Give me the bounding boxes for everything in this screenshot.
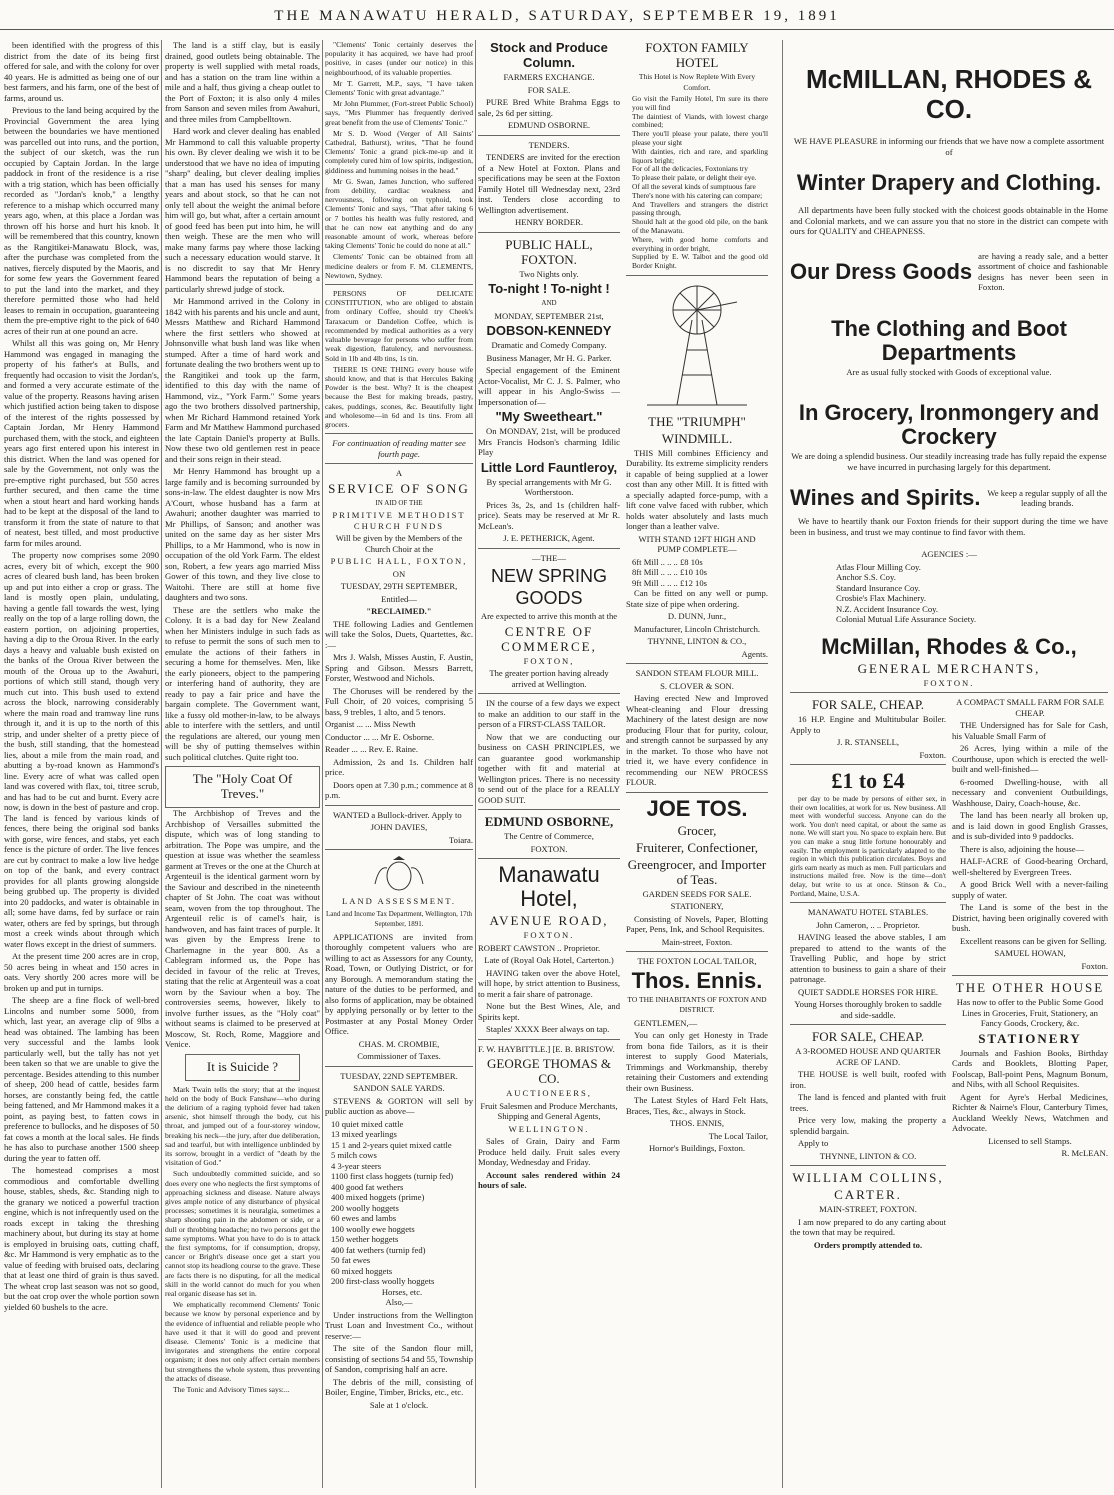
land-sig: CHAS. M. CROMBIE,	[358, 1038, 440, 1049]
ayre-body: Agent for Ayre's Herbal Medicines, Richter & Nairne's Flour, Canterbury Times, Auckland Weekly News, Watchmen and Advocate.	[952, 1091, 1108, 1133]
house-title: A 3-ROOMED HOUSE AND QUARTER ACRE OF LAND.	[795, 1046, 941, 1067]
wanted-ad: WANTED a Bullock-driver. Apply to	[333, 809, 462, 820]
house-apply: Apply to	[798, 1138, 829, 1149]
dress-title: Our Dress Goods	[790, 258, 973, 284]
masthead: THE MANAWATU HERALD, SATURDAY, SEPTEMBER 19, 1891	[0, 8, 1114, 30]
poem-line: Should halt at the good old pile, on the bank of the Manawatu.	[632, 217, 768, 235]
column-4-right	[626, 40, 768, 1193]
hotel-proprietor: ROBERT CAWSTON .. Proprietor.	[478, 942, 601, 953]
farm-sig: SAMUEL HOWAN,	[994, 948, 1066, 958]
mclean-sig: R. McLEAN.	[1061, 1148, 1108, 1158]
divider	[478, 135, 620, 136]
agency-list	[790, 562, 1108, 625]
poem-line: Go visit the Family Hotel, I'm sure its there you will find	[632, 94, 768, 112]
suicide-heading-box	[185, 1054, 300, 1081]
mcmillan-sig: McMillan, Rhodes & Co.,	[821, 633, 1077, 659]
song-date: TUESDAY, 29TH SEPTEMBER,	[340, 581, 458, 592]
list-item: 13 mixed yearlings	[331, 1129, 397, 1140]
service-of-song-title: SERVICE OF SONG	[328, 480, 470, 496]
for-sale-cheap-2: FOR SALE, CHEAP.	[812, 1029, 924, 1045]
hall-monday: MONDAY, SEPTEMBER 21st,	[494, 310, 604, 321]
agency-item: Anchor S.S. Coy.	[836, 572, 896, 582]
farm-body: THE Undersigned has for Sale for Cash, his Valuable Small Farm of	[952, 720, 1108, 741]
suicide-heading: It is Suicide ?	[206, 1058, 279, 1074]
local-tailor-title: THE FOXTON LOCAL TAILOR,	[637, 956, 757, 967]
column-5-left	[790, 697, 946, 1252]
article-paragraph: Hard work and clever dealing has enabled Mr Hammond to call this valuable property his own. By clever dealing we wish it to be understood that we have no idea of imputing "sharp" dealing, but clever dealing implies that a man has used his senses for many years and about stock, so that he can not only tell about the weight the animal before him will go, but what, after a certain amount of good feed has been put into him, he will then weigh. These are the men who will make many farms pay where those lacking such a necessary education would starve. It is no discredit to say that Mr Henry Hammond bears the reputation of being a particularly shrewd judge of stock.	[165, 126, 320, 294]
poem-line: There you'll please your palate, there you'll please your sight	[632, 129, 768, 147]
osborne-sub: The Centre of Commerce,	[504, 831, 594, 841]
list-item: 15 1 and 2-years quiet mixed cattle	[331, 1139, 452, 1150]
tenders-sig: HENRY BORDER.	[515, 217, 583, 227]
joe-trade: Grocer,	[677, 822, 717, 838]
poem-line: There's none with his catering can compare;	[632, 190, 763, 200]
song-conductor: Conductor ... ... Mr E. Osborne.	[325, 731, 435, 742]
stansell-place: Foxton.	[919, 749, 946, 760]
spring-portion: The greater portion having already arrived at Wellington.	[489, 668, 609, 689]
farm-title: A COMPACT SMALL FARM FOR SALE CHEAP.	[956, 697, 1104, 718]
mcmillan-intro: WE HAVE PLEASURE in informing our friends that we have now a complete assortment of	[793, 136, 1105, 157]
divider	[790, 1165, 946, 1166]
article-paragraph: The land is a stiff clay, but is easily drained, good outlets being obtainable. The property is well supplied with metal roads, and has a station on the tram line within a mile and a half, thus giving a cheap outlet to the Port of Foxton; it is also only 4 miles from Sanson and seven miles from Awahuri, and three miles from Campbelltown.	[165, 40, 320, 124]
list-item: 400 good fat wethers	[331, 1181, 404, 1192]
divider	[325, 433, 473, 434]
list-item: 10 quiet mixed cattle	[331, 1118, 404, 1129]
divider	[626, 663, 768, 664]
stock-list	[325, 1119, 473, 1298]
clover-body: Having erected New and Improved Wheat-cleaning and Flour dressing Machinery of the latest design are now producing Flour that for purity, colour, and strength cannot be surpassed by any in the market. To those who have not tried it, we have every confidence in recommending our NEW PROCESS FLOUR.	[626, 693, 768, 788]
hotel-beer: Staples' XXXX Beer always on tap.	[486, 1024, 610, 1034]
joe-tos-title: JOE TOS.	[646, 795, 748, 821]
windmill-icon	[637, 280, 757, 410]
song-reader: Reader ... ... Rev. E. Raine.	[325, 744, 418, 755]
osborne-place: FOXTON.	[530, 843, 568, 854]
ennis-title: Thos. Ennis.	[631, 967, 763, 993]
wines-text: We keep a regular supply of all the leading brands.	[987, 487, 1108, 508]
ennis-to: TO THE INHABITANTS OF FOXTON AND DISTRICT.	[627, 994, 767, 1015]
agencies-title: AGENCIES :—	[921, 549, 977, 559]
grocery-body: We are doing a splendid business. Our steadily increasing trade has fully repaid the expense we have incurred in purchasing largely for this department.	[791, 451, 1107, 472]
quiet-horses: QUIET SADDLE HORSES FOR HIRE.	[798, 986, 938, 997]
list-item: 100 woolly ewe hoggets	[331, 1223, 415, 1234]
price-row: 9ft Mill .. .. .. £12 10s	[632, 577, 707, 588]
divider	[478, 809, 620, 810]
article-paragraph: Previous to the land being acquired by the Provincial Government the area lying between the boundaries we have mentioned was parcelled out into runs, and the portion, the subject of our sketch, was the run occupied by Captain Jordan. In the large paddock in front of the residence is a rise with a trig station, which has been officially recorded as "Jordan's knob," a lengthy reference to a mishap which occurred many years ago, when, at this place a Jordan was thrown off his horse and hurt his knob. It will be remembered that this country, known as the Rangitikei-Manawatu Block, was, after the purchase was completed from the natives, fiercely disputed by the Maoris, and for some few years the Government feared to put the land into the market, and they therefore permitted those who had held leases to remain in occupation, guaranteeing them the pre-emptive right to the pick of 640 acres of their run at one pound an acre.	[4, 105, 159, 336]
divider	[478, 232, 620, 233]
list-item: 4 3-year steers	[331, 1160, 382, 1171]
list-item: 5 milch cows	[331, 1150, 377, 1161]
poem-line: With dainties, rich and rare, and sparkling liquors bright;	[632, 146, 768, 165]
house-land: The land is fenced and planted with fruit trees.	[790, 1092, 946, 1113]
stansell-name: J. R. STANSELL,	[836, 737, 900, 747]
house-body: THE HOUSE is well built, roofed with iron.	[790, 1069, 946, 1090]
divider	[478, 548, 620, 549]
divider	[478, 693, 620, 694]
dress-row	[790, 251, 1108, 293]
hall-sweetheart: "My Sweetheart."	[495, 409, 603, 424]
poem-line: Of all the several kinds of sumptuous fare	[632, 181, 756, 191]
song-name: "RECLAIMED."	[366, 606, 432, 617]
stables-proprietor: John Cameron, .. .. Proprietor.	[816, 919, 920, 930]
stables-body: HAVING leased the above stables, I am prepared to attend to the wants of the Travelling Public, and hope by strict attention to business to gain a share of their patronage.	[790, 932, 946, 985]
poem-line: And Travellers and strangers the district passing through,	[632, 199, 768, 218]
winter-title: Winter Drapery and Clothing.	[796, 170, 1102, 195]
song-body: THE following Ladies and Gentlemen will take the Solos, Duets, Quartettes, &c. :—	[325, 618, 473, 650]
carter-title: CARTER.	[834, 1187, 902, 1203]
song-on: ON	[392, 568, 406, 579]
the-label: —THE—	[532, 552, 566, 563]
thomas-sales: Fruit Salesmen and Produce Merchants, Shipping and General Agents,	[480, 1100, 618, 1121]
brahma-ad: PURE Bred White Brahma Eggs to sale, 2s 6d per sitting.	[478, 97, 620, 118]
divider	[790, 902, 946, 903]
clothing-title: The Clothing and Boot Departments	[831, 315, 1067, 365]
journals-body: Journals and Fashion Books, Birthday Cards and Booklets, Blotting Paper, Foolscap, Ball-point Pens, Magnum Bonum, and Nibs, with all School Requisites.	[952, 1047, 1108, 1089]
hall-company: DOBSON-KENNEDY	[486, 323, 612, 338]
song-doors: Doors open at 7.30 p.m.; commence at 8 p.m.	[325, 779, 473, 801]
farm-place: Foxton.	[1081, 960, 1108, 971]
song-hall: PUBLIC HALL, FOXTON,	[330, 556, 468, 567]
divider	[325, 463, 473, 464]
ennis-sig: THOS. ENNIS,	[669, 1118, 725, 1129]
triumph-manu: Manufacturer, Lincoln Christchurch.	[633, 623, 761, 634]
hall-title: PUBLIC HALL, FOXTON.	[505, 236, 593, 267]
article-paragraph: At the present time 200 acres are in crop, 50 acres being in wheat and 150 acres in oats. Very shortly 200 acres more will be broken up and put in turnips.	[4, 951, 159, 993]
pound-body: per day to be made by persons of either sex, in their own localities, at work for us. New business. All meet with wonderful success. Anyone can do the work. You don't need capital, or about the same as none. We will start you. No space to explain here. But you can make a snug little fortune honourably and easily. The employment is particularly adapted to the region in which this publication circulates. Boys and girls earn nearly as much as men. Full particulars and instructions mailed free. Now is the time—don't delay, but write to us at once. Stinson & Co., Portland, Maine, U.S.A.	[790, 795, 946, 898]
sanson-date: TUESDAY, 22ND SEPTEMBER.	[340, 1070, 458, 1081]
song-church: PRIMITIVE METHODIST CHURCH FUNDS	[332, 510, 466, 531]
list-item: 400 fat wethers (turnip fed)	[331, 1244, 426, 1255]
song-entitled: Entitled—	[381, 593, 417, 604]
triumph-fit: Can be fitted on any well or pump. State size of pipe when ordering.	[626, 588, 768, 609]
triumph-ag: Agents.	[741, 648, 768, 659]
hall-play: Little Lord Fauntleroy,	[480, 459, 618, 475]
list-item: 60 ewes and lambs	[331, 1213, 397, 1224]
triumph-body: THIS Mill combines Efficiency and Durability. Its extreme simplicity renders it capable of being supplied at a lower cost than any other Mill. It is fitted with a specially adapted force-pump, with a lift cone valve faced with rubber, which holds water absolutely and lasts much longer than a leather valve.	[626, 447, 768, 532]
hotel-late: Late of (Royal Oak Hotel, Carterton.)	[484, 955, 614, 965]
column-4	[478, 40, 768, 1488]
divider	[790, 692, 1108, 693]
agency-item: Crosbie's Flax Machinery.	[836, 593, 927, 603]
farmers-exchange: FARMERS EXCHANGE.	[503, 72, 595, 82]
song-admission: Admission, 2s and 1s. Children half price.	[325, 756, 473, 778]
testimonial: "Clements' Tonic certainly deserves the popularity it has acquired, we have had proof positive, in cases (under our notice) in this neighbourhood, of its valuable properties.	[325, 40, 473, 77]
article-paragraph: Whilst all this was going on, Mr Henry Hammond was engaged in managing the property of his father's at Bulls, and frequently had occasion to visit the Jordan's, and formed a very accurate estimate of the value of the property. Reasons having arisen which justified action being taken to dispose of the interest of the rights possessed by Captain Jordan, Mr Henry Hammond purchased them, with the stock, and eighteen years ago first entered upon his interest in this district. When the land was opened for sale by the Government, not only was the pre-emptive right purchased, but 550 acres further secured, and then came the time when a stout heart and hard working hands had to be kept at the disposal of the land to transform it from the state of nature to that of neatest, best tilled, and most productive farm for miles around.	[4, 338, 159, 548]
article-paragraph: Mark Twain tells the story; that at the inquest held on the body of Buck Fanshaw—who during the delirium of a raging typhoid fever had taken arsenic, shot himself through the body, cut his throat, and jumped out of a four-storey window, breaking his neck—the jury, after due deliberation, sad and tearful, but with intelligence unblinded by its sorrow, brought in a verdict of "death by the visitation of God."	[165, 1084, 320, 1168]
poem-line: Supplied by E. W. Talbot and the good old Border Knight.	[632, 252, 768, 271]
clover-name: S. CLOVER & SON.	[660, 680, 734, 691]
spring-body: Are expected to arrive this month at the	[480, 611, 618, 621]
thomas-name: GEORGE THOMAS & CO.	[487, 1056, 611, 1086]
stationery-body: Consisting of Novels, Paper, Blotting Paper, Pens, Ink, and School Requisites.	[626, 913, 768, 935]
stables-title: MANAWATU HOTEL STABLES.	[807, 907, 929, 918]
column-2	[165, 40, 320, 1488]
price-row: 8ft Mill .. .. .. £10 10s	[632, 567, 707, 578]
main-street: Main-street, Foxton.	[661, 936, 733, 947]
price-list	[626, 557, 768, 589]
holy-coat-heading-box	[165, 766, 320, 808]
stamps-note: Licensed to sell Stamps.	[988, 1135, 1072, 1146]
collins-street: MAIN-STREET, FOXTON.	[819, 1204, 917, 1215]
family-hotel-sub: This Hotel is Now Replete With Every Comfort.	[638, 72, 756, 92]
hotel-wines: None but the Best Wines, Ale, and Spirits kept.	[478, 1001, 620, 1022]
triumph-dunn: D. DUNN, Junr.,	[667, 611, 727, 622]
poem-line: The daintiest of Viands, with lowest charge combined;	[632, 111, 768, 130]
article-paragraph: The Tonic and Advisory Times says:...	[173, 1385, 290, 1394]
hall-prices: Prices 3s, 2s, and 1s (children half-price). Seats may be reserved at Mr R. McLean's.	[478, 499, 620, 531]
column-5-right	[952, 697, 1108, 1252]
hall-monday2: On MONDAY, 21st, will be produced Mrs Francis Hodson's charming Idilic Play	[478, 426, 620, 457]
collins-orders: Orders promptly attended to.	[813, 1239, 923, 1250]
price-row: 6ft Mill .. .. .. £8 10s	[632, 556, 703, 567]
hall-and: AND	[541, 299, 557, 307]
spring-centre: CENTRE OF COMMERCE,	[501, 623, 597, 654]
hall-engagement: Special engagement of the Eminent Actor-Vocalist, Mr C. J. S. Palmer, who will appear in his Anglo-Swiss —Impersonation of—	[478, 365, 620, 407]
other-house-body: Has now to offer to the Public Some Good Lines in Groceries, Fruit, Stationery, an Fancy Goods, Crockery, &c.	[956, 997, 1104, 1028]
divider	[325, 849, 473, 850]
article-paragraph: The Archbishop of Treves and the Archbishop of Versailles submitted the dispute, which was of long standing to arbitration. The Pope was umpire, and the question at issue was whether the seamless garment at Treves or the one at the Church at Argenteuil is the identical garment worn by the Saviour and described in the nineteenth chapter of St John. The coat was without seam, woven from the top throughout. The Argenteuil relic is of camel's hair, is handwoven, and has faint traces of purple. It was given by the Empress Irene to Charlemagne in the year 800. As a Cablegram informed us, the Pope has decided in favour of the relic at Treves, stating that the relic at Argenteuil was a coat worn by the Saviour when a boy. The controversies seems, however, likely to involve further issues, as the "Holy coat" without seams is claimed to be preserved at Moscow, St. Roch, Rome, Maggiore and Venice.	[165, 808, 320, 1049]
holy-coat-heading: The "Holy Coat Of Treves."	[192, 771, 293, 801]
for-sale-cheap: FOR SALE, CHEAP.	[812, 697, 924, 712]
testimonial: Mr S. D. Wood (Verger of All Saints' Cathedral, Bathurst), writes, "That he found Clements' Tonic a grand pick-me-up and it completely cured him of low spirits, indigestion, giddiness and humming noises in the head."	[325, 128, 473, 175]
ennis-body: You can only get Honesty in Trade from bona fide Tailors, as it is their interest to supply Good Materials, Trimmings and Workmanship, thereby retaining their Customers and extending their own Business.	[626, 1030, 768, 1093]
tenders-title: TENDERS.	[528, 139, 570, 150]
column-1	[4, 40, 159, 1488]
ennis-gentlemen: GENTLEMEN,—	[634, 1017, 698, 1028]
ennis-styles: The Latest Styles of Hard Felt Hats, Braces, Ties, &c., always in Stock.	[626, 1095, 768, 1116]
article-paragraph: The sheep are a fine flock of well-bred Lincolns and number some 5000, from which, last year, an average clip of 9lbs a head was obtained. The lambing has been very successful and the lambs look particularly well, but the tally has not yet been taken so that we are unable to give the percentage. Besides attending to this number of sheep, 200 head of cattle, besides farm horses, are constantly being fed, the cattle being fattened, and Mr Hammond makes it a point, as paying best, to fatten cows in preference to bullocks, and he disposes of 50 fat cows a month at the local sales. He finds he has also to purchase another 1500 sheep during the year to fatten off.	[4, 995, 159, 1163]
farm-26: 26 Acres, lying within a mile of the Courthouse, upon which is erected the well-built and well-finished—	[952, 743, 1108, 774]
farm-also: There is also, adjoining the house—	[960, 843, 1085, 854]
triumph-stand: WITH STAND 12FT HIGH AND PUMP COMPLETE—	[638, 533, 756, 555]
agency-item: Colonial Mutual Life Assurance Society.	[836, 614, 977, 624]
list-item: 200 first-class woolly hoggets	[331, 1276, 435, 1287]
testimonial: Mr T. Garrett, M.P., says, "I have taken Clements' Tonic with great advantage."	[325, 78, 473, 98]
triumph-title: THE "TRIUMPH"	[648, 413, 746, 429]
agency-item: Atlas Flour Milling Coy.	[836, 561, 921, 572]
column-5	[790, 40, 1108, 1488]
song-ladies: Mrs J. Walsh, Misses Austin, F. Austin, Spring and Gibson. Messrs Barrett, Forster, Westwood and Nichols.	[325, 652, 473, 684]
divider	[325, 1066, 473, 1067]
joe-fruit: Fruiterer, Confectioner,	[635, 839, 759, 855]
spring-foxton: FOXTON,	[523, 655, 575, 666]
wines-title: Wines and Spirits.	[790, 485, 981, 510]
tenders-body: TENDERS are invited for the erection of a New Hotel at Foxton. Plans and specifications may be seen at the Foxton Family Hotel till Wednesday next, 23rd inst. Tenders close according to Wellington advertisement.	[478, 152, 620, 215]
divider	[952, 975, 1108, 976]
column-4-left	[478, 40, 620, 1193]
royal-arms-icon	[369, 854, 429, 894]
article-paragraph: The property now comprises some 2090 acres, every bit of which, except the 900 acres of cleared bush land, has been broken up and put into either a crop or grass. The land is mostly open plain, undulating, having a gentle fall towards the west, lying really on the top of a large rolling down, the eastern portion, on adjoining properties, having a dip to the Oroua River. In the early days a heavy and valuable bush existed on the banks of the Oroua River between the mouth of the Oroua up to the Awahuri, portions of which still stand, though very much cut into. This bush used to extend across the block, narrowing considerably where the main road and tramway line runs through it, and it is up to the north of this strip, and under shelter of a pretty piece of the bush, still standing, that the homestead lies, about a mile from the main road, and abutting a by-road known as Hammond's line. Every acre of what was called open land was covered with flax, toi, titree scrub, and has had to be cut and burnt. Every acre now, is down in the best of pasture and crop. The land is fenced by various kinds of fences, there being the original sod banks with gorse, wire fences, and stabs, yet each fence is the picture of order. The live fences are cut by contract to make a low live hedge on top of the bank, and every contract provides for all plants growing alongside being grubbed up. The property is divided into 20 paddocks, and water is obtainable in all; some have dams, fed by surface or rain water, others are fed by springs, but through most a creek winds about through which water flows except in the driest of summers.	[4, 550, 159, 949]
poem-line: For of all the delicacies, Foxtonians try	[632, 164, 748, 174]
engine-ad: 16 H.P. Engine and Multitubular Boiler. Apply to	[790, 714, 946, 735]
list-item: 200 woolly hoggets	[331, 1202, 399, 1213]
wines-row	[790, 486, 1108, 510]
thomas-account: Account sales rendered within 24 hours of sale.	[478, 1169, 620, 1190]
coffee-ad: PERSONS OF DELICATE CONSTITUTION, who are obliged to abstain from ordinary Coffee, should try Cheek's Taraxacum or Dandelion Coffee, which is recommended by medical authorities as a very valuable beverage for persons who suffer from weak digestion, flatulency, and nervousness. Sold in 1lb and 4lb tins, 1s tin.	[325, 289, 473, 363]
land-sig2: Commissioner of Taxes.	[357, 1051, 441, 1062]
column-3	[325, 40, 473, 1488]
article-paragraph: been identified with the progress of this district from the date of its being first offered for sale, and with the colony for over 40 years. He is admitted as being one of our best farmers, and his farm, one of the best of farms, around us.	[4, 40, 159, 103]
article-paragraph: Mr Hammond arrived in the Colony in 1842 with his parents and his uncle and aunt, Messrs Matthew and Richard Hammond where the first settlers who showed at Johnsonville what bush land was like when stumped. After a time of hard work and fortunate dealing the two brothers went up to the Rangitikei and took up the farm, identified to this day with the name of Hammond, viz., "York Farm." Some years ago the two brothers dissolved partnership, when Mr Richard Hammond retained York Farm and Mr Matthew Hammond purchased the late Captain Daniel's property at Bulls. Now these two old gentlemen rest in peace and their sons reign in their stead.	[165, 296, 320, 464]
thanks-body: We have to heartily thank our Foxton friends for their support during the time we have been in business, and trust we may continue to find favor with them.	[790, 516, 1108, 537]
house-agent: THYNNE, LINTON & CO.	[819, 1150, 917, 1161]
triumph-sub: WINDMILL.	[661, 430, 733, 446]
divider	[626, 951, 768, 952]
list-item: Horses, etc.	[381, 1286, 423, 1297]
thomas-wellington: WELLINGTON.	[508, 1123, 590, 1134]
stationery-title: STATIONERY,	[670, 901, 724, 912]
brahma-sig: EDMUND OSBORNE.	[507, 120, 591, 130]
divider	[478, 1039, 620, 1040]
for-sale: FOR SALE.	[527, 84, 571, 95]
manawatu-hotel-title: Manawatu Hotel,	[498, 862, 600, 911]
sanson-title: SANDON SALE YARDS.	[353, 1083, 445, 1094]
testimonial: Mr John Plummer, (Fort-street Public School) says, "Mrs Plummer has frequently derived great benefit from the use of Clements' Tonic."	[325, 99, 473, 127]
triumph-agents: THYNNE, LINTON & CO.,	[647, 636, 747, 647]
collins-body: I am now prepared to do any carting about the town that may be required.	[790, 1216, 946, 1238]
column-4-row	[478, 40, 768, 1193]
farm-well: A good Brick Well with a never-failing supply of water.	[952, 879, 1108, 900]
thomas-body: Sales of Grain, Dairy and Farm Produce held daily. Fruit sales every Monday, Wednesday and Friday.	[478, 1136, 620, 1167]
avenue-foxton: FOXTON.	[523, 930, 575, 940]
hall-nights: Two Nights only.	[519, 268, 579, 279]
article-paragraph: The homestead comprises a most commodious and comfortable dwelling house, stables, sheds, &c. Standing nigh to the granary we noticed a powerful traction engine, which is not infrequently used on the roads except in taking the threshing machinery about, but during its stay at home is employed in bruising oats, cutting chaff, &c. Mr Hammond is very emphatic as to the value of feeding with bruised oats, declaring that at least one third of grain is thus saved. The wheat crop last season was not so good, but the oat crop over the whole portion sown yielded 60 bushels to the acre.	[4, 1165, 159, 1312]
hall-company-sub: Dramatic and Comedy Company.	[491, 340, 607, 350]
list-item: 150 wether hoggets	[331, 1234, 399, 1245]
sandon-mill-title: SANDON STEAM FLOUR MILL.	[635, 668, 759, 679]
hall-play-sub: By special arrangements with Mr G. Wortherstoon.	[486, 476, 612, 497]
stationery-heading: STATIONERY	[978, 1030, 1082, 1046]
collins-title: WILLIAM COLLINS,	[792, 1170, 944, 1186]
thomas-auctioneers: AUCTIONEERS,	[506, 1088, 592, 1098]
hall-agent: J. E. PETHERICK, Agent.	[503, 533, 595, 543]
continuation-note: For continuation of reading matter see fourth page.	[332, 438, 466, 459]
divider	[478, 858, 620, 859]
list-item: 60 mixed hoggets	[331, 1265, 393, 1276]
divider	[325, 284, 473, 285]
ennis-local: The Local Tailor,	[708, 1130, 768, 1141]
farm-best: The Land is some of the best in the District, having been originally covered with bush.	[952, 902, 1108, 933]
song-a: A	[395, 468, 403, 479]
list-item: 1100 first class hoggets (turnip fed)	[331, 1171, 454, 1182]
land-assessment-title: LAND ASSESSMENT.	[342, 896, 456, 907]
farm-land: The land has been nearly all broken up, and is laid down in good English Grasses, and is sub-divided into 9 paddocks.	[952, 810, 1108, 841]
column-rule	[475, 40, 476, 1488]
hall-tonight: To-night ! To-night !	[488, 281, 610, 296]
farm-reasons: Excellent reasons can be given for Selling.	[960, 935, 1107, 946]
list-item: 400 mixed hoggets (prime)	[331, 1192, 425, 1203]
column-rule	[161, 40, 162, 1488]
wanted-place: Toiara.	[449, 834, 473, 845]
farm-orchard: HALF-ACRE of Good-bearing Orchard, well-sheltered by Evergreen Trees.	[952, 856, 1108, 877]
sanson-trust: Under instructions from the Wellington Trust Loan and Investment Co., without reserve:—	[325, 1309, 473, 1341]
article-paragraph: We emphatically recommend Clements' Tonic because we know by personal experience and by the evidence of influential and reliable people who have used it that it will do good and prevent disease. Clements' Tonic is a medicine that invigorates and strengthens the entire corporal organism; it does not only affect certain members but strengthens the whole system, thus preventing the attacks of disease.	[165, 1300, 320, 1383]
family-poem	[626, 95, 768, 271]
pound-headline: £1 to £4	[831, 768, 905, 793]
article-paragraph: Such undoubtedly committed suicide, and so does every one who neglects the first symptoms of approaching sickness and disease. Nature always gives ample notice of any disturbance of physical processes; sometimes it is neuralgia, sometimes a sharp shooting pain in the abdomen or side, or a dull or throbbing headache; no two persons get the same symptoms. What you have to do is to attack the first symptoms, for if consumption, dropsy, cancer or Bright's disease once get a start you cannot stop its headlong course to the grave. These are facts there is no disputing, for all the medical skill in the world cannot do much for you when real organic disease has set in.	[165, 1169, 320, 1298]
song-organist: Organist ... ... Miss Newth	[325, 719, 416, 730]
song-aid: IN AID OF THE	[375, 498, 423, 507]
hall-manager: Business Manager, Mr H. G. Parker.	[486, 352, 612, 363]
general-merchants: GENERAL MERCHANTS,	[857, 660, 1041, 676]
poem-line: To please their palate, or delight their eye.	[632, 173, 757, 183]
list-item: 50 fat ewes	[331, 1255, 371, 1266]
spring-goods-title: NEW SPRING GOODS	[490, 566, 607, 608]
baking-powder-ad: THERE IS ONE THING every house wife should know, and that is that Hercules Baking Powder is the best. Why? It is the cheapest because the Best for making breads, pastry, cakes, puddings, scones, &c. Beautifully light and wholesome—in 6d and 1s tins. From all grocers.	[325, 364, 473, 429]
thomas-partners: F. W. HAYBITTLE.] [E. B. BRISTOW.	[478, 1043, 615, 1054]
sanson-site: The site of the Sandon flour mill, consisting of sections 54 and 55, Township of Sandon, comprising half an acre.	[325, 1343, 473, 1375]
testimonial: Clements' Tonic can be obtained from all medicine dealers or from F. M. CLEMENTS, Newtown, Sydney.	[325, 252, 473, 280]
wanted-name: JOHN DAVIES,	[370, 822, 428, 833]
joe-green: Greengrocer, and Importer of Teas.	[627, 856, 767, 887]
winter-body: All departments have been fully stocked with the choicest goods obtainable in the Home and Colonial markets, and we can assure you that no store in the district can compete with ours for QUALITY and CHEAPNESS.	[790, 205, 1108, 236]
testimonial: Mr G. Swan, James Junction, who suffered from debility, cardiac weakness and nervousness, following on typhoid, took Clements' Tonic and says, "That after taking 6 or 7 bottles his health was fully restored, and that he can now eat anything and do any reasonable amount of work, whereas before taking Clements' Tonic he could do none at all."	[325, 176, 473, 251]
ennis-buildings: Hornor's Buildings, Foxton.	[648, 1143, 746, 1154]
grocery-title: In Grocery, Ironmongery and Crockery	[798, 400, 1100, 449]
dress-text: are having a ready sale, and a better assortment of choice and fashionable designs has never been seen in Foxton.	[978, 250, 1108, 292]
land-dept: Land and Income Tax Department, Wellington, 17th September, 1891.	[325, 909, 473, 929]
divider	[325, 805, 473, 806]
column-rule	[322, 40, 323, 1488]
farm-house: 6-roomed Dwelling-house, with all necessary and convenient Outbuildings, Washhouse, Dairy, Coach-house, &c.	[952, 776, 1108, 808]
other-house-title: THE OTHER HOUSE	[955, 980, 1105, 995]
article-paragraph: These are the settlers who make the Colony. It is a bad day for New Zealand when her Ministers indulge in such fads as to refuse to permit the sons of such men to emulate the actions of their fathers in securing a home for themselves. Men, like the early pioneers, object to the pampering or interfering hand of authority, they are ready to pay a fair price and have the bargain complete. The Government want, like a fussy old mother-in-law, to be always able to interfere with the settlers, and until the regulations are altered, our young men will be shy of putting themselves within such political clutches. Quite right too.	[165, 604, 320, 762]
agency-item: N.Z. Accident Insurance Coy.	[836, 603, 939, 614]
song-given: Will be given by the Members of the Church Choir at the	[335, 533, 463, 554]
column-5-row	[790, 697, 1108, 1252]
tailor-body: IN the course of a few days we expect to make an addition to our staff in the person of a FIRST-CLASS TAILOR.	[478, 698, 620, 729]
foxton-label: FOXTON.	[923, 677, 975, 688]
divider	[790, 1024, 946, 1025]
stock-column-title: Stock and Produce Column.	[490, 40, 608, 70]
sanson-time: Sale at 1 o'clock.	[369, 1399, 429, 1410]
sanson-also: Also,—	[385, 1297, 413, 1308]
clothing-body: Are as usual fully stocked with Goods of exceptional value.	[846, 366, 1052, 377]
land-body: APPLICATIONS are invited from thoroughly competent valuers who are willing to act as Assessors for any County, Road, Town, or Outlying District, or for any Borough. A memorandum stating the nature of the duties to be performed, and also forms of application, may be obtained by applying personally or by letter to the Postmaster at any Postal Money Order Office.	[325, 931, 473, 1037]
joe-seeds: GARDEN SEEDS FOR SALE.	[642, 888, 752, 899]
house-price: Price very low, making the property a splendid bargain.	[790, 1115, 946, 1136]
article-paragraph: Mr Henry Hammond has brought up a large family and is becoming surrounded by sons-in-law. The eldest daughter is now Mrs A'Court, whose husband has a farm at Awahuri; another daughter was married to Mr Phillips, of Sanson; and another was united on the same day as her sister Mrs Phillips, to a Mr Hammond, who is now in occupation of the old York Farm. The eldest son, Robert, a few years ago married Miss Gower of this town, and they live close to Waitohi. There are still at home five daughters and two sons.	[165, 466, 320, 602]
avenue-road: AVENUE ROAD,	[489, 913, 609, 928]
divider	[626, 792, 768, 793]
divider	[626, 275, 768, 276]
family-hotel-title: FOXTON FAMILY HOTEL	[645, 40, 749, 70]
divider	[790, 764, 946, 765]
agency-item: Standard Insurance Coy.	[836, 582, 921, 593]
hotel-body: HAVING taken over the above Hotel, will hope, by strict attention to Business, to merit a fair share of patronage.	[478, 967, 620, 999]
sanson-intro: STEVENS & GORTON will sell by public auction as above—	[325, 1095, 473, 1117]
sanson-debris: The debris of the mill, consisting of Boiler, Engine, Timber, Bricks, etc., etc.	[325, 1376, 473, 1398]
osborne-name: EDMUND OSBORNE,	[484, 814, 614, 829]
poem-line: Where, with good home comforts and everything in order bright,	[632, 234, 768, 253]
song-choruses: The Choruses will be rendered by the Full Choir, of 20 voices, comprising 5 bass, 9 trebles, 1 alto, and 5 tenors.	[325, 685, 473, 717]
mcmillan-title: McMILLAN, RHODES & CO.	[806, 64, 1092, 124]
tailor-body2: Now that we are conducting our business on CASH PRINCIPLES, we can guarantee good workmanship together with fit and material at Wellington prices. There is no necessity to send out of the place for a REALLY GOOD SUIT.	[478, 731, 620, 805]
column-rule	[782, 40, 783, 1488]
young-horses: Young Horses thoroughly broken to saddle and side-saddle.	[794, 999, 942, 1020]
